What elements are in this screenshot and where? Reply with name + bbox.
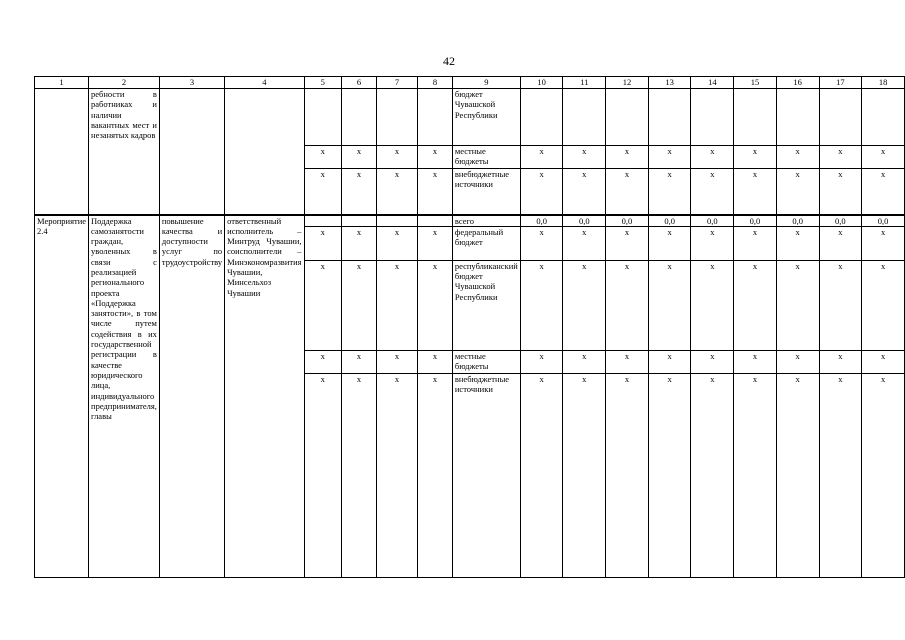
cell: x [862,350,905,373]
header-cell: 5 [304,77,342,89]
cell: x [819,169,862,215]
cell: x [563,169,606,215]
cell [520,89,563,146]
header-cell: 10 [520,77,563,89]
cell [563,89,606,146]
cell: 0,0 [819,215,862,227]
header-cell: 15 [734,77,777,89]
cell: x [648,146,691,169]
cell: x [304,226,342,260]
cell [342,215,377,227]
cell: x [418,373,453,577]
cell [376,89,417,146]
cell: x [734,373,777,577]
cell [304,89,342,146]
header-row [35,77,905,89]
cell: x [819,350,862,373]
block-a-col4 [225,89,304,215]
cell: x [520,146,563,169]
header-cell: 8 [418,77,453,89]
header-cell: 11 [563,77,606,89]
cell: x [563,226,606,260]
funding-source: федеральный бюджет [452,226,520,260]
cell: x [563,260,606,350]
header-cell: 4 [225,77,304,89]
cell: x [304,350,342,373]
cell: x [304,169,342,215]
cell: x [304,146,342,169]
cell: x [342,350,377,373]
cell: x [648,260,691,350]
cell [691,89,734,146]
cell [734,89,777,146]
cell: x [734,260,777,350]
activity-name: Мероприятие 2.4 [35,215,89,578]
header-cell: 2 [89,77,160,89]
cell: x [418,146,453,169]
cell: x [606,169,649,215]
cell: x [520,260,563,350]
cell: x [304,373,342,577]
cell: x [418,169,453,215]
cell: x [342,260,377,350]
cell: x [691,350,734,373]
header-cell: 18 [862,77,905,89]
cell: 0,0 [776,215,819,227]
page-number: 42 [443,54,455,68]
activity-goal: повышение качества и доступности услуг по трудоустройству [159,215,224,578]
cell: 0,0 [648,215,691,227]
cell: x [376,146,417,169]
cell: x [819,260,862,350]
cell: x [563,146,606,169]
cell: x [342,146,377,169]
cell: x [376,373,417,577]
cell: x [606,260,649,350]
funding-source: бюджет Чувашской Республики [452,89,520,146]
funding-source: местные бюджеты [452,146,520,169]
cell: x [648,226,691,260]
funding-source: внебюджетные источники [452,373,520,577]
header-cell: 3 [159,77,224,89]
cell: x [304,260,342,350]
cell: x [418,226,453,260]
cell: x [520,169,563,215]
block-a-col3 [159,89,224,215]
header-cell: 14 [691,77,734,89]
cell [648,89,691,146]
header-cell: 17 [819,77,862,89]
block-a-description: ребности в работниках и наличии вакантных мест и незанятых кадров [89,89,160,215]
cell: x [648,169,691,215]
cell: x [563,373,606,577]
cell: x [819,146,862,169]
cell: x [776,260,819,350]
table-row [35,89,905,146]
cell: x [520,226,563,260]
cell [418,89,453,146]
cell: 0,0 [691,215,734,227]
cell: x [862,226,905,260]
cell: x [776,373,819,577]
cell: x [342,373,377,577]
block-a-col1 [35,89,89,215]
cell: x [776,146,819,169]
cell: x [862,260,905,350]
header-cell: 13 [648,77,691,89]
cell [342,89,377,146]
cell [862,89,905,146]
program-table [34,76,905,578]
cell: 0,0 [563,215,606,227]
cell: x [691,373,734,577]
cell [304,215,342,227]
cell: x [734,146,777,169]
cell: x [342,226,377,260]
header-cell: 9 [452,77,520,89]
cell: 0,0 [606,215,649,227]
cell: x [734,169,777,215]
cell: x [606,146,649,169]
cell: x [648,373,691,577]
header-cell: 12 [606,77,649,89]
cell: x [776,226,819,260]
cell: x [862,146,905,169]
header-cell: 7 [376,77,417,89]
cell: 0,0 [734,215,777,227]
cell: x [606,373,649,577]
cell: x [376,226,417,260]
cell [819,89,862,146]
cell [376,215,417,227]
funding-source: внебюджетные источники [452,169,520,215]
activity-executors: ответственный исполнитель – Минтруд Чувашии, соисполнители – Минэкономразвития Чувашии, Минсельхоз Чувашии [225,215,304,578]
cell: x [691,260,734,350]
cell: x [520,350,563,373]
cell [606,89,649,146]
cell: x [606,226,649,260]
cell: x [376,169,417,215]
cell: x [776,169,819,215]
cell: x [606,350,649,373]
header-cell: 16 [776,77,819,89]
cell: x [776,350,819,373]
cell: x [376,350,417,373]
table-row [35,215,905,227]
funding-source: республиканский бюджет Чувашской Республики [452,260,520,350]
cell: x [734,226,777,260]
cell [418,215,453,227]
cell [776,89,819,146]
funding-source: местные бюджеты [452,350,520,373]
cell: x [819,373,862,577]
cell: x [418,260,453,350]
cell: x [691,146,734,169]
cell: x [862,373,905,577]
cell: x [563,350,606,373]
cell: x [862,169,905,215]
cell: 0,0 [862,215,905,227]
cell: x [520,373,563,577]
cell: x [819,226,862,260]
header-cell: 1 [35,77,89,89]
activity-description: Поддержка самозанятости граждан, уволенных в связи с реализацией регионального проекта «Поддержка занятости», в том числе путем содействия в их государственной регистрации в качестве юридического лица, индивидуального предпринимателя, главы [89,215,160,578]
cell: x [691,169,734,215]
funding-source: всего [452,215,520,227]
cell: x [342,169,377,215]
cell: x [734,350,777,373]
cell: x [418,350,453,373]
cell: x [376,260,417,350]
header-cell: 6 [342,77,377,89]
cell: 0,0 [520,215,563,227]
cell: x [691,226,734,260]
cell: x [648,350,691,373]
